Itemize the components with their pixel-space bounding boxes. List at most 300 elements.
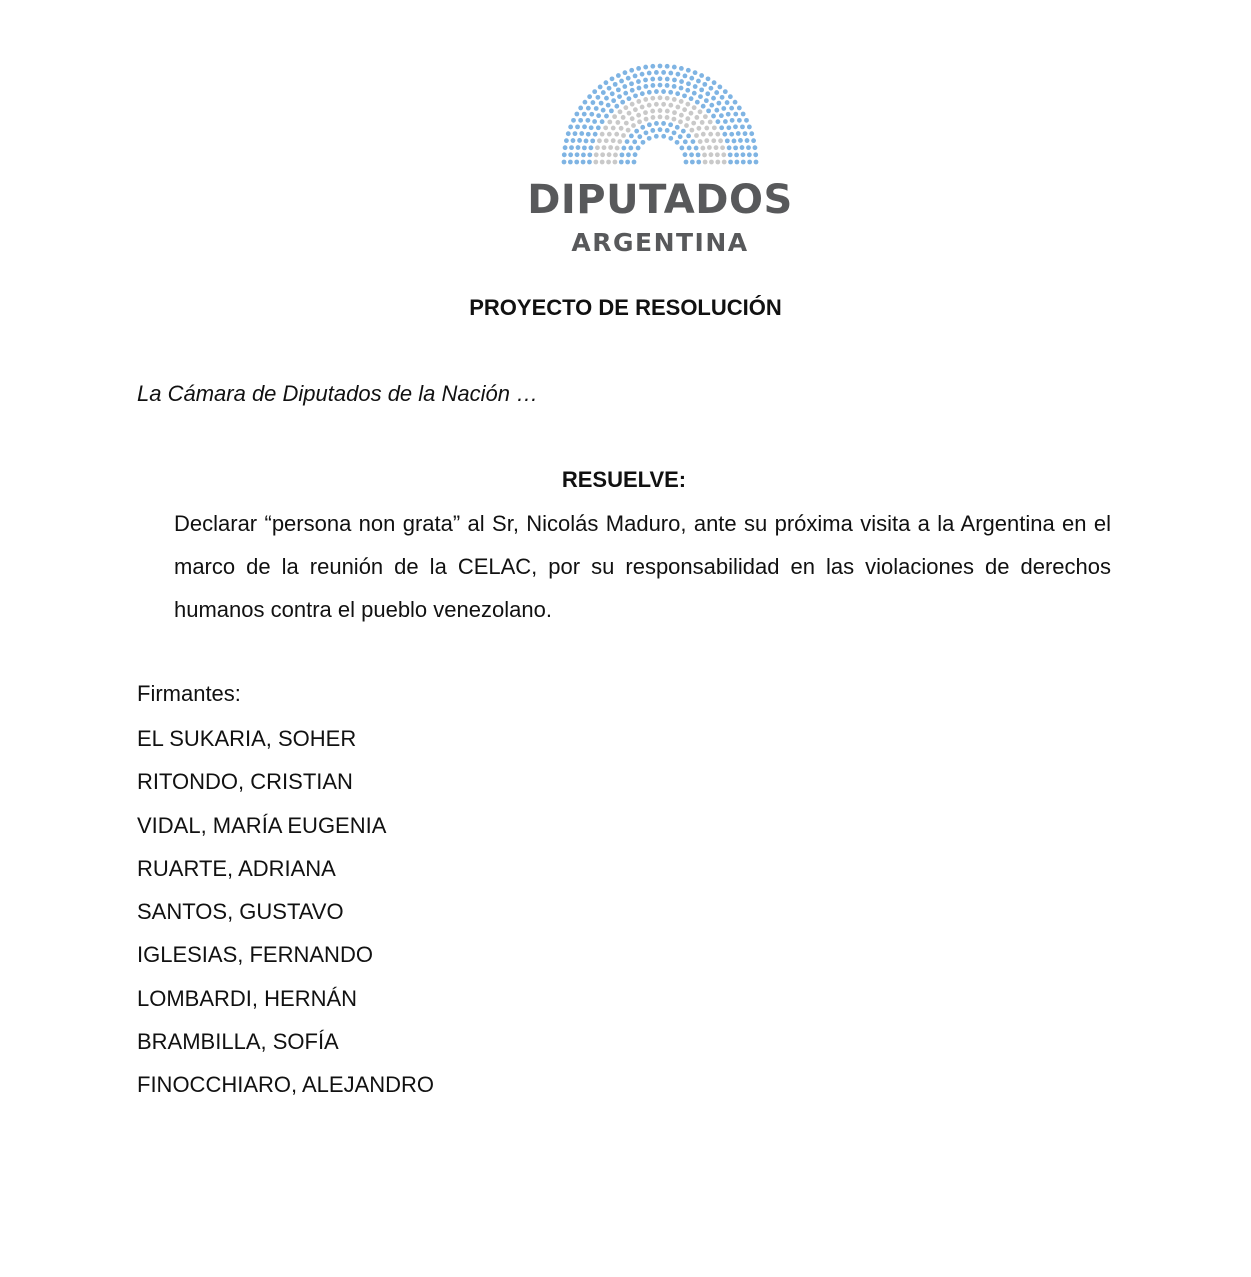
seat-dot (721, 106, 726, 111)
seat-dot (679, 113, 684, 118)
seat-dot (578, 118, 583, 123)
seat-dot (675, 140, 680, 145)
signer-name: VIDAL, MARÍA EUGENIA (137, 812, 387, 838)
seat-dot (647, 122, 652, 127)
seat-dot (568, 160, 573, 165)
seat-dot (598, 85, 603, 90)
seat-dot (636, 66, 641, 71)
seat-dot (703, 114, 708, 119)
seat-dot (619, 160, 624, 165)
seat-dot (709, 160, 714, 165)
seat-dot (668, 122, 673, 127)
seat-dot (704, 98, 709, 103)
seat-dot (581, 160, 586, 165)
seat-dot (632, 139, 637, 144)
seat-dot (625, 160, 630, 165)
seat-dot (613, 160, 618, 165)
seat-dot (562, 152, 567, 157)
seat-dot (708, 120, 713, 125)
seat-dot (699, 87, 704, 92)
seat-dot (633, 74, 638, 79)
seat-dot (661, 121, 666, 126)
seat-dot (610, 91, 615, 96)
seat-dot (665, 96, 670, 101)
seat-dot (594, 106, 599, 111)
seat-dot (668, 71, 673, 76)
seat-dot (644, 117, 649, 122)
seat-dot (700, 120, 705, 125)
seat-dot (596, 125, 601, 130)
seat-dot (729, 106, 734, 111)
seat-dot (706, 108, 711, 113)
seat-dot (643, 97, 648, 102)
seat-dot (586, 132, 591, 137)
seat-dot (586, 106, 591, 111)
seat-dot (658, 76, 663, 81)
seat-dot (689, 96, 694, 101)
seat-dot (729, 132, 734, 137)
seat-dot (753, 145, 758, 150)
seat-dot (678, 134, 683, 139)
seat-dot (672, 130, 677, 135)
seat-dot (597, 138, 602, 143)
seat-dot (665, 128, 670, 133)
seat-dot (702, 82, 707, 87)
seat-dot (589, 112, 594, 117)
seat-dot (574, 160, 579, 165)
seat-dot (658, 127, 663, 132)
seat-dot (601, 90, 606, 95)
seat-dot (675, 105, 680, 110)
seat-dot (587, 152, 592, 157)
seat-dot (679, 79, 684, 84)
seat-dot (665, 64, 670, 69)
seat-dot (641, 140, 646, 145)
seat-dot (728, 152, 733, 157)
seat-dot (636, 146, 641, 151)
seat-dot (693, 70, 698, 75)
seat-dot (716, 119, 721, 124)
seat-dot (563, 145, 568, 150)
seat-dot (596, 95, 601, 100)
preamble-text: La Cámara de Diputados de la Nación … (137, 381, 539, 406)
seat-dot (683, 152, 688, 157)
seat-dot (629, 81, 634, 86)
seat-dot (624, 121, 629, 126)
seat-dot (607, 86, 612, 91)
seat-dot (617, 139, 622, 144)
signer-name: BRAMBILLA, SOFÍA (137, 1029, 339, 1055)
seat-dot (604, 96, 609, 101)
seat-dot (741, 152, 746, 157)
seat-dot (672, 84, 677, 89)
seat-dot (604, 138, 609, 143)
seat-dot (704, 138, 709, 143)
seat-dot (689, 76, 694, 81)
seat-dot (617, 94, 622, 99)
seat-dot (651, 83, 656, 88)
seat-dot (643, 84, 648, 89)
seat-dot (637, 86, 642, 91)
seat-dot (614, 132, 619, 137)
seat-dot (691, 121, 696, 126)
seat-dot (603, 125, 608, 130)
seat-dot (702, 153, 707, 158)
seat-dot (592, 119, 597, 124)
seat-dot (573, 131, 578, 136)
signer-name: RUARTE, ADRIANA (137, 855, 336, 881)
seat-dot (738, 138, 743, 143)
seat-dot (701, 104, 706, 109)
seat-dot (718, 138, 723, 143)
seat-dot (683, 74, 688, 79)
seat-dot (744, 118, 749, 123)
seat-dot (694, 146, 699, 151)
seat-dot (716, 101, 721, 106)
seat-dot (609, 108, 614, 113)
seat-dot (699, 73, 704, 78)
seat-dot (658, 83, 663, 88)
seat-dot (672, 65, 677, 70)
seat-dot (615, 120, 620, 125)
seat-dot (607, 152, 612, 157)
seat-dot (696, 126, 701, 131)
seat-dot (629, 134, 634, 139)
seat-dot (698, 109, 703, 114)
seat-dot (615, 146, 620, 151)
seat-dot (599, 101, 604, 106)
seat-dot (602, 145, 607, 150)
seat-dot (714, 90, 719, 95)
seat-dot (683, 139, 688, 144)
seat-dot (604, 114, 609, 119)
seat-dot (703, 160, 708, 165)
seat-dot (675, 125, 680, 130)
seat-dot (679, 86, 684, 91)
seat-dot (619, 126, 624, 131)
seat-dot (746, 145, 751, 150)
seat-dot (569, 145, 574, 150)
seat-dot (623, 70, 628, 75)
seat-dot (647, 71, 652, 76)
seat-dot (712, 80, 717, 85)
seat-dot (685, 116, 690, 121)
seat-dot (684, 123, 689, 128)
seat-dot (691, 139, 696, 144)
seat-dot (636, 99, 641, 104)
seat-dot (753, 152, 758, 157)
seat-dot (566, 131, 571, 136)
seat-dot (732, 139, 737, 144)
seat-dot (711, 114, 716, 119)
seat-dot (719, 125, 724, 130)
seat-dot (665, 109, 670, 114)
seat-dot (587, 160, 592, 165)
seat-dot (686, 81, 691, 86)
seat-dot (611, 138, 616, 143)
seat-dot (647, 136, 652, 141)
seat-dot (604, 80, 609, 85)
seat-dot (681, 129, 686, 134)
seat-dot (679, 66, 684, 71)
seat-dot (623, 105, 628, 110)
seat-dot (650, 64, 655, 69)
seat-dot (636, 113, 641, 118)
seat-dot (621, 115, 626, 120)
seat-dot (686, 68, 691, 73)
seat-dot (600, 119, 605, 124)
seat-dot (720, 95, 725, 100)
seat-dot (587, 94, 592, 99)
seat-dot (696, 160, 701, 165)
seat-dot (725, 138, 730, 143)
seat-dot (574, 112, 579, 117)
seat-dot (626, 128, 631, 133)
signers-list (137, 717, 434, 1107)
seat-dot (650, 109, 655, 114)
seat-dot (735, 160, 740, 165)
seat-dot (679, 146, 684, 151)
seat-dot (727, 145, 732, 150)
seat-dot (589, 125, 594, 130)
seat-dot (726, 112, 731, 117)
seat-dot (620, 152, 625, 157)
seat-dot (658, 64, 663, 69)
seat-dot (629, 68, 634, 73)
seat-dot (628, 146, 633, 151)
signer-name: LOMBARDI, HERNÁN (137, 985, 358, 1011)
seat-dot (636, 79, 641, 84)
seat-dot (582, 145, 587, 150)
seat-dot (696, 79, 701, 84)
signer-name: IGLESIAS, FERNANDO (137, 942, 373, 968)
seat-dot (728, 160, 733, 165)
diputados-logo (520, 62, 800, 262)
seat-dot (630, 116, 635, 121)
seat-dot (665, 83, 670, 88)
seat-dot (630, 88, 635, 93)
seat-dot (613, 82, 618, 87)
seat-dot (687, 146, 692, 151)
seat-dot (690, 160, 695, 165)
seat-dot (694, 115, 699, 120)
seat-dot (575, 124, 580, 129)
seat-dot (613, 153, 618, 158)
seat-dot (747, 160, 752, 165)
seat-dot (625, 139, 630, 144)
seat-dot (686, 134, 691, 139)
seat-dot (705, 91, 710, 96)
seat-dot (709, 86, 714, 91)
seat-dot (665, 77, 670, 82)
seat-dot (577, 138, 582, 143)
seat-dot (668, 136, 673, 141)
seat-dot (701, 132, 706, 137)
logo-text-diputados: DIPUTADOS (527, 177, 793, 223)
seat-dot (685, 102, 690, 107)
seat-dot (650, 96, 655, 101)
seat-dot (661, 102, 666, 107)
seat-dot (595, 145, 600, 150)
seat-dot (715, 160, 720, 165)
seat-dot (737, 106, 742, 111)
signer-name: SANTOS, GUSTAVO (137, 899, 344, 925)
seat-dot (711, 138, 716, 143)
seat-dot (614, 104, 619, 109)
seat-dot (751, 138, 756, 143)
logo-text-argentina: ARGENTINA (571, 228, 749, 257)
seat-dot (692, 91, 697, 96)
seat-dot (675, 91, 680, 96)
seat-dot (661, 89, 666, 94)
seat-dot (608, 145, 613, 150)
seat-dot (679, 99, 684, 104)
seat-dot (640, 91, 645, 96)
seat-dot (640, 105, 645, 110)
seat-dot (647, 90, 652, 95)
seat-dot (714, 145, 719, 150)
seat-dot (709, 152, 714, 157)
seat-dot (734, 153, 739, 158)
seat-dot (606, 103, 611, 108)
seat-dot (720, 145, 725, 150)
seat-dot (719, 113, 724, 118)
seat-dot (740, 124, 745, 129)
seat-dot (576, 145, 581, 150)
seat-dot (714, 108, 719, 113)
seat-dot (593, 160, 598, 165)
seat-dot (644, 130, 649, 135)
seat-dot (627, 111, 632, 116)
seat-dot (612, 114, 617, 119)
seat-dot (607, 120, 612, 125)
seat-dot (618, 109, 623, 114)
seat-dot (579, 131, 584, 136)
resolve-paragraph: Declarar “persona non grata” al Sr, Nicolás Maduro, ante su próxima visita a la Argentina en el marco de la reunión de la CELAC, por su responsabilidad en las violaciones de derechos humanos contra el pueblo venezolano. (174, 511, 1111, 622)
seat-dot (745, 138, 750, 143)
seat-dot (611, 98, 616, 103)
seat-dot (633, 107, 638, 112)
seat-dot (650, 128, 655, 133)
seat-dot (620, 100, 625, 105)
seat-dot (741, 112, 746, 117)
seat-dot (665, 115, 670, 120)
seat-dot (737, 118, 742, 123)
seat-dot (647, 103, 652, 108)
seat-dot (689, 128, 694, 133)
signer-name: FINOCCHIARO, ALEJANDRO (137, 1072, 435, 1098)
seat-dot (726, 125, 731, 130)
seat-dot (658, 115, 663, 120)
seat-dot (712, 125, 717, 130)
seat-dot (658, 95, 663, 100)
seat-dot (715, 132, 720, 137)
seat-dot (733, 112, 738, 117)
signer-name: EL SUKARIA, SOHER (137, 726, 357, 751)
seat-dot (709, 103, 714, 108)
seat-dot (640, 125, 645, 130)
seat-dot (606, 160, 611, 165)
seat-dot (672, 117, 677, 122)
seat-dot (698, 94, 703, 99)
seat-dot (654, 121, 659, 126)
seat-dot (704, 126, 709, 131)
seat-dot (658, 108, 663, 113)
seat-dot (696, 152, 701, 157)
seat-dot (583, 100, 588, 105)
seat-dot (578, 106, 583, 111)
seat-dot (634, 129, 639, 134)
seat-dot (730, 118, 735, 123)
seat-dot (616, 87, 621, 92)
seat-dot (706, 76, 711, 81)
seat-dot (682, 93, 687, 98)
seat-dot (721, 152, 726, 157)
seat-dot (741, 160, 746, 165)
seat-dot (668, 90, 673, 95)
seat-dot (684, 160, 689, 165)
seat-dot (715, 152, 720, 157)
seat-dot (733, 145, 738, 150)
seat-dot (562, 160, 567, 165)
seat-dot (631, 123, 636, 128)
seat-dot (698, 139, 703, 144)
seat-dot (643, 65, 648, 70)
seat-dot (747, 152, 752, 157)
seat-dot (568, 152, 573, 157)
seat-dot (626, 152, 631, 157)
seat-dot (754, 160, 759, 165)
seat-dot (682, 107, 687, 112)
seat-dot (676, 72, 681, 77)
seat-dot (654, 102, 659, 107)
seat-dot (694, 133, 699, 138)
seat-dot (564, 138, 569, 143)
seat-dot (619, 79, 624, 84)
seat-dot (610, 76, 615, 81)
seat-dot (692, 105, 697, 110)
seat-dot (722, 160, 727, 165)
seat-dot (592, 89, 597, 94)
seat-dot (571, 138, 576, 143)
seat-dot (611, 126, 616, 131)
seat-dot (747, 125, 752, 130)
seat-dot (600, 152, 605, 157)
signers-label: Firmantes: (137, 681, 241, 706)
seat-dot (626, 76, 631, 81)
seat-dot (717, 85, 722, 90)
seat-dot (678, 119, 683, 124)
seat-dot (643, 78, 648, 83)
seat-dot (571, 118, 576, 123)
seat-dot (654, 89, 659, 94)
seat-dot (654, 134, 659, 139)
seat-dot (600, 132, 605, 137)
seat-dot (589, 145, 594, 150)
seat-dot (722, 132, 727, 137)
seat-dot (651, 115, 656, 120)
seat-dot (584, 139, 589, 144)
seat-dot (654, 70, 659, 75)
seat-dot (723, 119, 728, 124)
document-title: PROYECTO DE RESOLUCIÓN (469, 295, 782, 320)
seat-dot (637, 119, 642, 124)
seat-dot (700, 146, 705, 151)
seat-dot (601, 108, 606, 113)
seat-dot (728, 94, 733, 99)
seat-dot (711, 96, 716, 101)
seat-dot (593, 132, 598, 137)
